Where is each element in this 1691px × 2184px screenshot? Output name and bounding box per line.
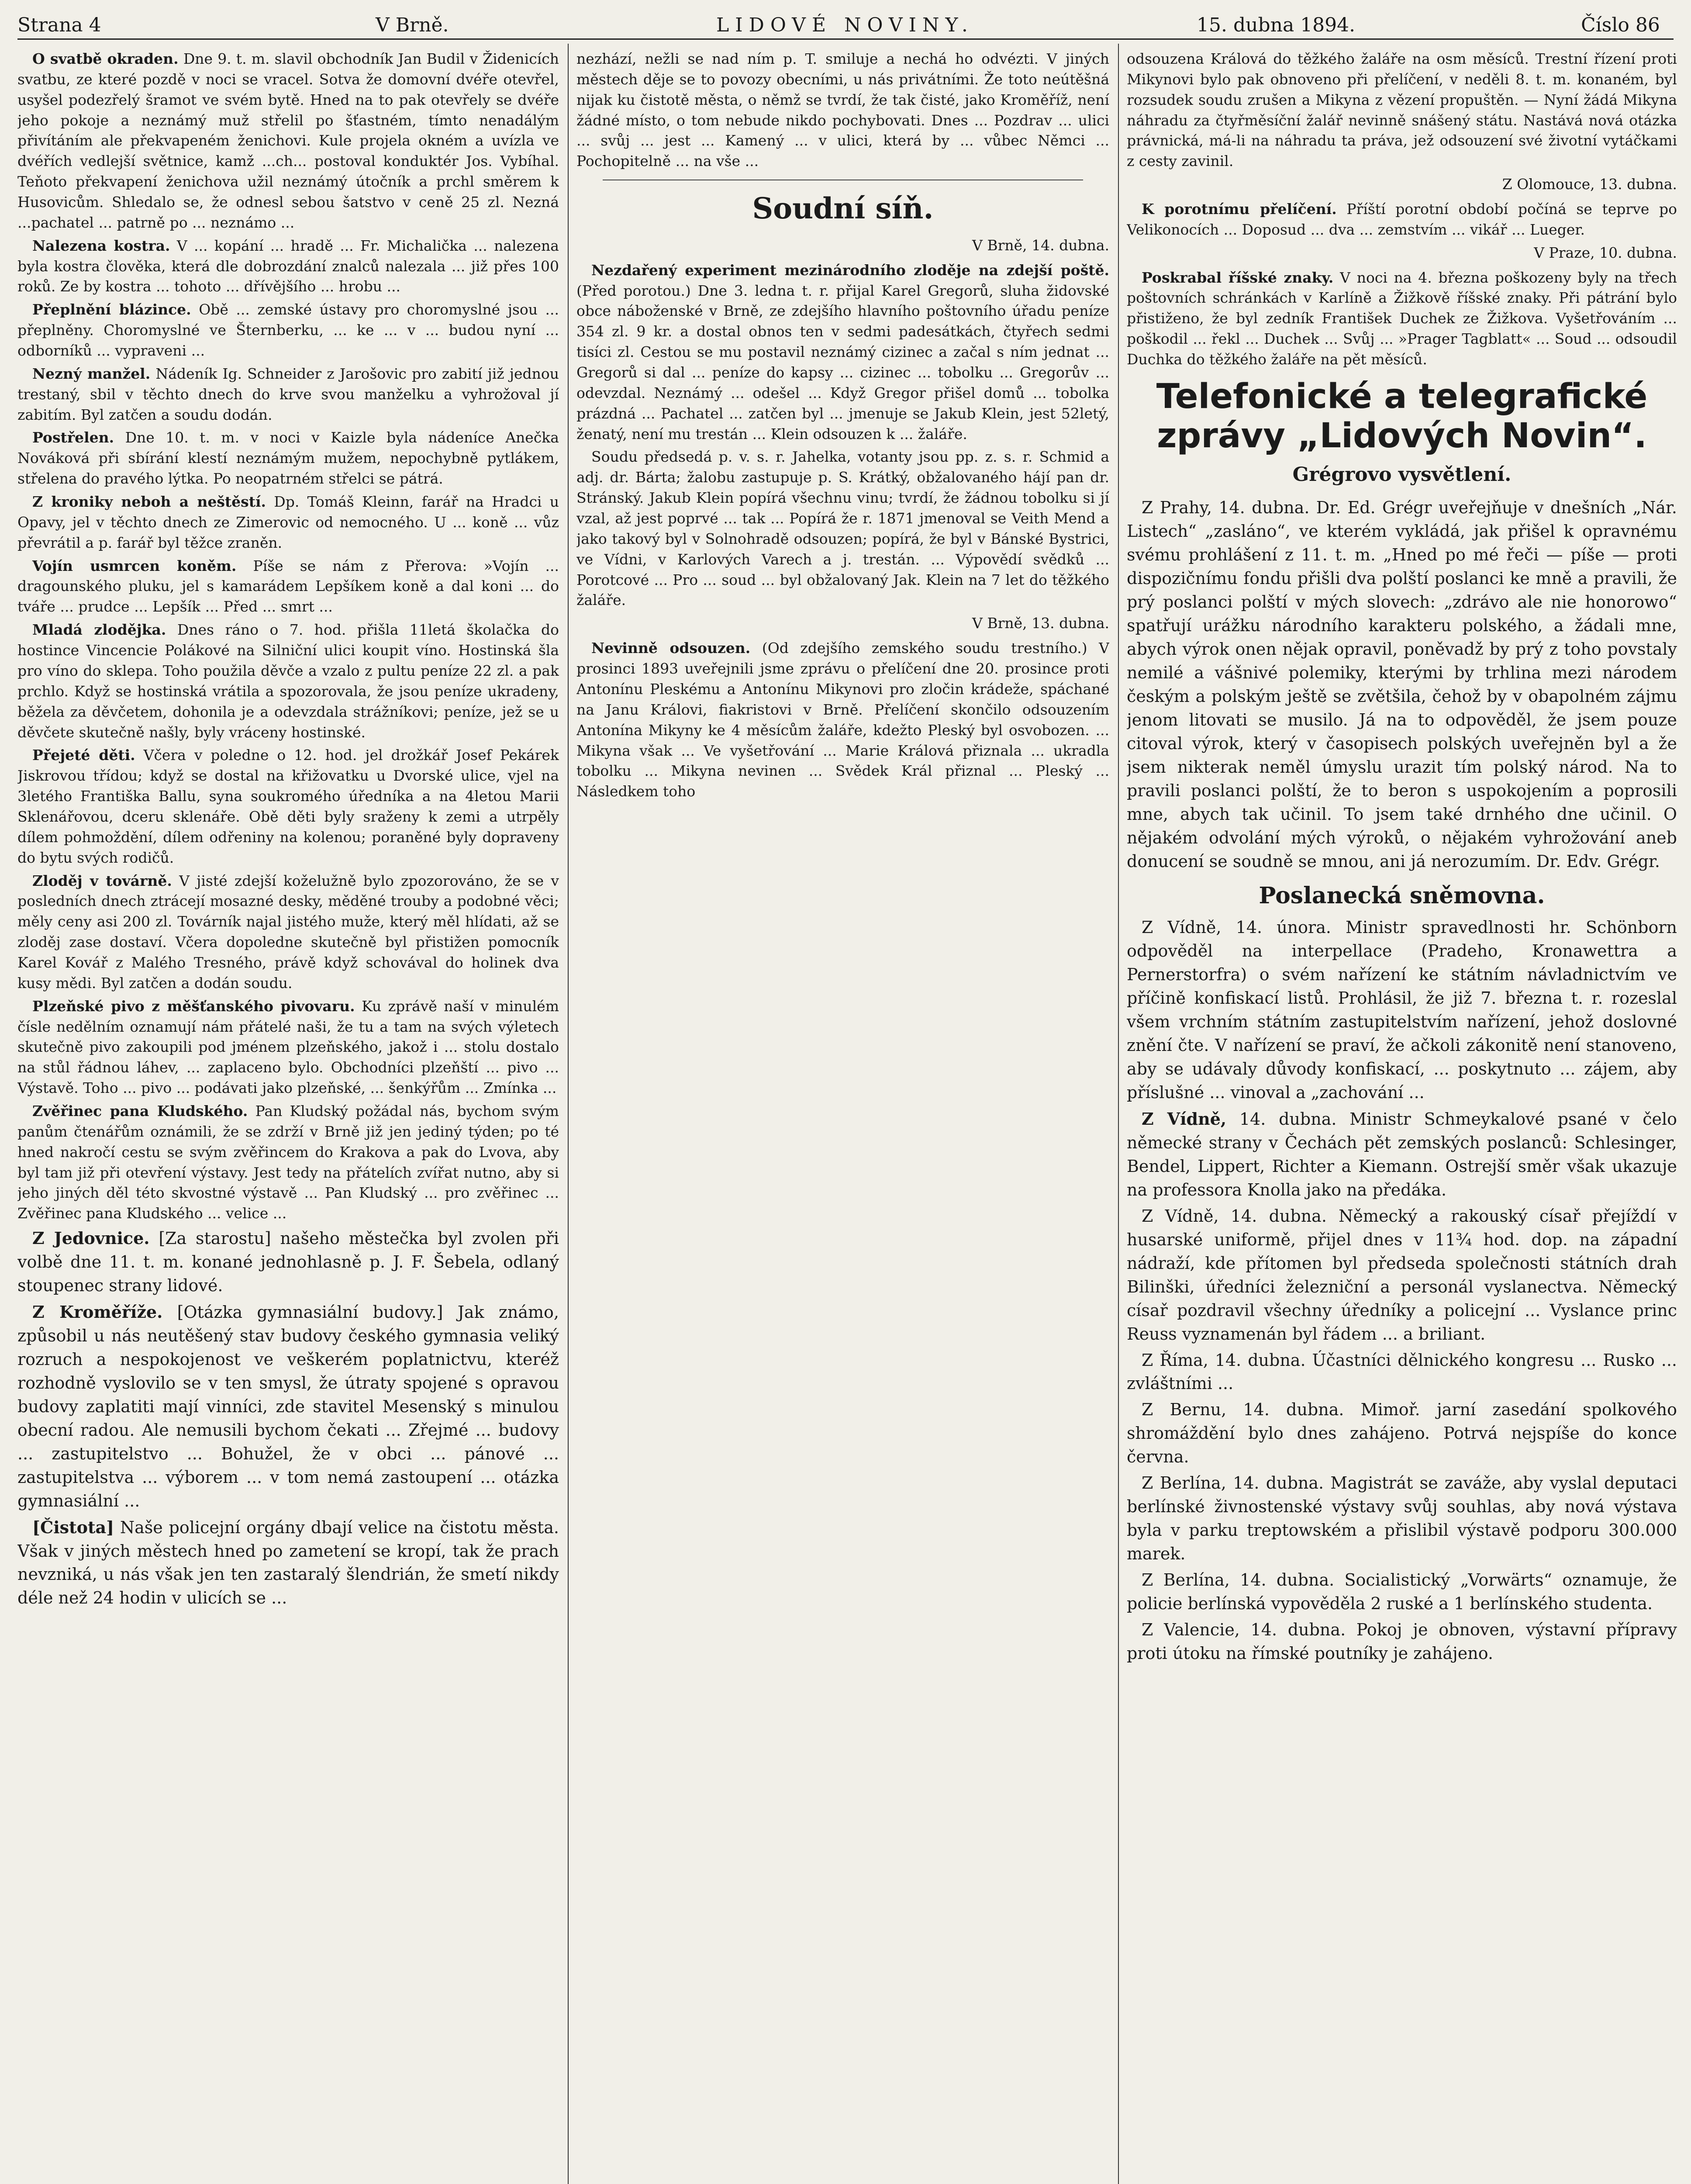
column-1 bbox=[17, 49, 559, 2184]
news-item bbox=[1127, 199, 1677, 240]
case-text: (Před porotou.) Dne 3. ledna t. r. přijal Karel Gregorů, sluha židovské obce náboženské v Brně, ze zdejšího hlavního poštovního úřadu peníze 354 zl. 9 kr. a dostal obnos ten v sedmi padesátkách, čtyřech sedmi tisíci zl. Cestou se mu postavil neznámý cizinec a začal s ním jednat ... Gregorů si dal ... peníze do kapsy ... cizinec ... tobolku ... Gregorův ... odevzdal. Neznámý ... odešel ... Když Gregor přišel domů ... tobolka prázdná ... Pachatel ... zatčen byl ... jmenuje se Jakub Klein, jest 52letý, ženatý, není mu trestán ... Klein odsouzen k ... žaláře. bbox=[576, 282, 1109, 442]
item-text: Pan Kludský požádal nás, bychom svým panům čtenářům oznámili, že se zdrží v Brně již jen jediný týden; po té hned nakročí cestu se svým zvěřincem do Krakova a pak do Lvova, aby byl tam již při otevření výstavy. Jest tedy na přátelích zvířat nutno, aby si jeho jiných děl této skvostné výstavě ... Pan Kludský ... pro zvěřinec ... Zvěřinec pana Kludského ... velice ... bbox=[17, 1102, 559, 1222]
news-item bbox=[17, 49, 559, 233]
dateline: V Brně, 13. dubna. bbox=[972, 615, 1109, 632]
court-case bbox=[576, 260, 1109, 445]
item-lead: Postřelen. bbox=[32, 429, 114, 446]
news-item bbox=[17, 1227, 559, 1298]
telegraph-item: Z Berlína, 14. dubna. Socialistický „Vorwärts“ oznamuje, že policie berlínská vypověděla 2 ruské a 1 berlínského studenta. bbox=[1127, 1570, 1677, 1614]
news-item bbox=[17, 492, 559, 553]
news-item bbox=[17, 236, 559, 297]
news-item bbox=[17, 300, 559, 361]
item-text: Naše policejní orgány dbají velice na čistotu města. Však v jiných městech hned po zametení se kropí, tak že prach nevzniká, u nás však jen ten zastaralý šlendrián, že smetí nikdy déle než 24 hodin v ulicích se ... bbox=[17, 1517, 559, 1608]
news-item bbox=[17, 745, 559, 868]
column-3 bbox=[1127, 49, 1677, 2184]
item-text: Ku zprávě naší v minulém čísle nedělním oznamují nám přátelé naši, že tu a tam na svých výletech skutečně pivo zakoupili pod jménem plzeňského, jakož i ... stolu dostalo na stůl řádnou láhev, ... zaplaceno bylo. Obchodníci plzeňští ... pivo ... Výstavě. Toho ... pivo ... podávati jako plzeňské, ... šenkýřům ... Zmínka ... bbox=[17, 997, 559, 1097]
item-lead: O svatbě okraden. bbox=[32, 50, 179, 67]
item-text: 14. dubna. Ministr Schmeykalové psané v čelo německé strany v Čechách pět zemských poslanců: Schlesinger, Bendel, Lippert, Richter a Kiemann. Ostrejší směr však ukazuje na professora Knolla jako na předáka. bbox=[1127, 1109, 1677, 1199]
item-lead: Zloděj v továrně. bbox=[32, 872, 172, 889]
item-text: V noci na 4. března poškozeny byly na třech poštovních schránkách v Karlíně a Žižkově říšské znaky. Při pátrání bylo přistiženo, že byl zedník František Duchek ze Žižkova. Vyšetřováním ... poškodil ... řekl ... Duchek ... Svůj ... »Prager Tagblatt« ... Soud ... odsoudil Duchka do těžkého žaláře na pět měsíců. bbox=[1127, 269, 1677, 368]
item-lead: K porotnímu přelíčení. bbox=[1142, 200, 1337, 218]
item-text: Dp. Tomáš Kleinn, farář na Hradci u Opavy, jel v těchto dnech ze Zimerovic od nemocného. U ... koně ... vůz převrátil a p. farář byl těžce zraněn. bbox=[17, 493, 559, 551]
dateline: V Praze, 10. dubna. bbox=[1534, 244, 1677, 261]
news-item bbox=[17, 428, 559, 489]
news-item bbox=[17, 1300, 559, 1513]
news-item bbox=[17, 364, 559, 425]
item-lead: Z Vídně, bbox=[1142, 1109, 1227, 1129]
telegraph-item: Z Říma, 14. dubna. Účastníci dělnického kongresu ... Rusko ... zvláštními ... bbox=[1127, 1350, 1677, 1393]
news-item bbox=[17, 996, 559, 1099]
place-label: V Brně. bbox=[376, 14, 449, 36]
issue-date: 15. dubna 1894. bbox=[1197, 14, 1356, 36]
section-title-court: Soudní síň. bbox=[752, 191, 934, 226]
continued-text: nezhází, nežli se nad ním p. T. smiluje a nechá ho odvézti. V jiných městech děje se to povozy obecními, u nás privátními. Že toto neútěšná nijak ku čistotě města, o němž se tvrdí, že tak čisté, jako Kroměříž, není žádné místo, o tom nebude nikdo pochybovati. Dnes ... Pozdrav ... ulici ... svůj ... jest ... Kamený ... v ulici, která by ... vůbec Němci ... Pochopitelně ... na vše ... bbox=[576, 50, 1109, 170]
column-rule bbox=[568, 44, 569, 2184]
telegraph-item: Z Berlína, 14. dubna. Magistrát se zaváže, aby vyslal deputaci berlínské živnostenské výstavy svůj souhlas, aby nová výstava byla v parku treptowském a přislibil výstavě podporu 300.000 marek. bbox=[1127, 1473, 1677, 1564]
item-text: Nádeník Ig. Schneider z Jarošovic pro zabití již jednou trestaný, sbil v těchto dnech do krve svou manželku a vyhrožoval jí zabitím. Byl zatčen a soudu dodán. bbox=[17, 365, 559, 423]
telegraph-item: Z Valencie, 14. dubna. Pokoj je obnoven, výstavní přípravy proti útoku na římské poutníky je zahájeno. bbox=[1127, 1620, 1677, 1663]
telegraph-item bbox=[1127, 1107, 1677, 1202]
item-text: Dne 10. t. m. v noci v Kaizle byla nádeníce Anečka Nováková při sbírání klestí neznámým mužem, nepochybně pytlákem, střelena do pravého lýtka. Po neopatrném střelci se pátrá. bbox=[17, 429, 559, 487]
news-item bbox=[17, 1101, 559, 1224]
case-lead: Nezdařený experiment mezinárodního zloděje na zdejší poště. bbox=[591, 261, 1109, 279]
parliament-item: Z Vídně, 14. února. Ministr spravedlnosti hr. Schönborn odpověděl na interpellace (Pradeho, Kronawettra a Pernerstorfra) o svém nařízení ke státním návladnictvím ve příčině konfiskací listů. Prohlásil, že již 7. března t. r. rozeslal všem vrchním státním zastupitelstvím nařízení, jehož doslovné znění čte. V nařízení se praví, že ačkoli zákonitě není stanoveno, aby se udávaly důvody konfiskací, ... poskytnuto ... zájem, aby příslušné ... vinoval a „zachování ... bbox=[1127, 918, 1677, 1102]
item-text: Včera v poledne o 12. hod. jel drožkář Josef Pekárek Jiskrovou třídou; když se dostal na křižovatku u Dvorské ulice, vjel na 3letého Františka Ballu, syna soukromého úředníka a na 4letou Marii Sklenářovou, dceru sklenáře. Obě děti byly sraženy k zemi a utrpěly dílem pohmoždění, dílem odřeniny na kolenou; poraněné byly dopraveny do bytu svých rodičů. bbox=[17, 746, 559, 866]
case-lead: Nevinně odsouzen. bbox=[591, 639, 751, 657]
newspaper-title: LIDOVÉ NOVINY. bbox=[716, 14, 974, 36]
news-item bbox=[17, 620, 559, 743]
telegraph-item: Z Bernu, 14. dubna. Mimoř. jarní zasedání spolkového shromáždění bylo dnes zahájeno. Potrvá nejspíše do konce června. bbox=[1127, 1400, 1677, 1467]
case-text: (Od zdejšího zemského soudu trestního.) V prosinci 1893 uveřejnili jsme zprávu o přelíčení dne 20. prosince proti Antonínu Pleskému a Antonínu Mikynovi pro zločin krádeže, spáchané na Janu Královi, fiakristovi v Brně. Přelíčení skončilo odsouzením Antonína Mikyny ke 4 měsícům žaláře, kdežto Pleský byl osvobozen. ... Mikyna však ... Ve vyšetřování ... Marie Králová přiznala ... ukradla tobolku ... Mikyna nevinen ... Svědek Král přiznal ... Pleský ... Následkem toho bbox=[576, 639, 1109, 800]
item-lead: Z kroniky neboh a neštěstí. bbox=[32, 493, 266, 511]
page-header bbox=[17, 10, 1674, 40]
item-lead: Přejeté děti. bbox=[32, 746, 135, 764]
court-case-continued: Soudu předsedá p. v. s. r. Jahelka, votanty jsou pp. z. s. r. Schmid a adj. dr. Bárta; žalobu zastupuje p. S. Krátký, obžalovaného hájí pan dr. Stránský. Jakub Klein popírá všechnu vinu; tvrdí, že žádnou tobolku si jí vzal, až jest poprvé ... tak ... Popírá že r. 1871 jmenoval se Veith Mend a jako takový byl v Solnohradě odsouzen; popírá, že byl v Bánské Bystrici, ve Vídni, v Karlových Varech a j. trestán. ... Výpovědí svědků ... Porotcové ... Pro ... soud ... byl obžalovaný Jak. Klein na 7 let do těžkého žaláře. bbox=[576, 448, 1109, 609]
telegraph-item: Z Prahy, 14. dubna. Dr. Ed. Grégr uveřejňuje v dnešních „Nár. Listech“ „zasláno“, ve kterém vykládá, jak přišel k opravnému svému prohlášení z 11. t. m. „Hned po mé řeči — píše — proti dispozičnímu fondu přišli dva polští poslanci ke mně a pravili, že prý poslanci polští v mých slovech: „zdrávo ale nie honorowo“ spatřují urážku národního karakteru polského, a žádali mne, abych výrok onen nějak opravil, poněvadž by prý z toho povstaly nemilé a vášnivé polemiky, kterými by trhlina mezi národem českým a polským ještě se zvětšila, čehož by v obapolném zájmu jenom litovati se musilo. Já na to odpověděl, že jsem pouze citoval výrok, který v časopisech polských uveřejněn byl a že jsem nikterak neměl úmyslu urazit tím polský národ. Na to pravili poslanci polští, že to beron s uspokojením a poprosili mne, abych tak učinil. To jsem také drnhého dne učinil. O nějakém odvolání mých výroků, o nějakém vyhrožování aneb donucení se soudně se mnou, ani já nerozumím. Dr. Edv. Grégr. bbox=[1127, 498, 1677, 871]
item-lead: Z Kroměříže. bbox=[32, 1302, 163, 1322]
news-item bbox=[17, 1516, 559, 1610]
item-lead: Nalezena kostra. bbox=[32, 237, 170, 254]
news-item bbox=[17, 556, 559, 618]
dateline: V Brně, 14. dubna. bbox=[972, 236, 1109, 254]
telegraph-subtitle: Grégrovo vysvětlení. bbox=[1292, 463, 1512, 486]
item-lead: Poskrabal říšské znaky. bbox=[1142, 269, 1334, 286]
item-text: Píše se nám z Přerova: »Vojín ... dragounského pluku, jel s kamarádem Lepšíkem koně a dal koni ... do tváře ... prudce ... Lepšík ... Před ... smrt ... bbox=[17, 557, 559, 615]
item-text: Dne 9. t. m. slavil obchodník Jan Budil v Židenicích svatbu, ze které pozdě v noci se vracel. Sotva že domovní dvéře otevřel, usyšel podezřelý šramot ve svém bytě. Hned na to pak otevřely se dvéře jeho pokoje a neznámý muž střelil po šťastném, tímto nenadálým přivítáním ale překvapeném ženichovi. Kule projela okném a uvízla ve dvéřích vedlejší světnice, kamž ...ch... postoval konduktér Jos. Vybíhal. Teňoto překvapení ženichova užil neznámý útočník a prchl směrem k Husovicům. Shledalo se, že odnesl sebou šatstvo v ceně 25 zl. Nezná ...pachatel ... patrně po ... neznámo ... bbox=[17, 50, 559, 231]
continued-text: odsouzena Králová do těžkého žaláře na osm měsíců. Trestní řízení proti Mikynovi bylo pak obnoveno při přelíčení, v neděli 8. t. m. konaném, byl rozsudek soudu zrušen a Mikyna z vězení propuštěn. — Nyní žádá Mikyna náhradu za čtyřměsíční žalář nevinně snášený státu. Nastává nová otázka právnická, má-li na náhradu ta práva, jež odsouzení své životní vytáčkami z cesty zavinil. bbox=[1127, 50, 1677, 170]
news-item bbox=[17, 871, 559, 994]
item-lead: Mladá zlodějka. bbox=[32, 621, 166, 639]
issue-number: Číslo 86 bbox=[1581, 14, 1660, 36]
court-case bbox=[576, 638, 1109, 802]
item-text: V jisté zdejší koželužně bylo zpozorováno, že se v posledních dnech ztrácejí mosazné desky, měděné trouby a podobné věci; měly ceny asi 200 zl. Továrník najal jistého muže, který měl hlídati, až se zloděj zase dostaví. Včera dopoledne skutečně byl přistižen pomocník Karel Kovář z Malého Tresného, právě když schovával do holinek dva kusy mědi. Byl zatčen a dodán soudu. bbox=[17, 872, 559, 992]
item-lead: Vojín usmrcen koněm. bbox=[32, 557, 237, 574]
page-number: Strana 4 bbox=[17, 14, 101, 36]
item-lead: Nezný manžel. bbox=[32, 365, 151, 382]
telegraph-section-title: Telefonické a telegrafické zprávy „Lidových Novin“. bbox=[1156, 377, 1648, 456]
item-lead: Zvěřinec pana Kludského. bbox=[32, 1102, 248, 1120]
dateline: Z Olomouce, 13. dubna. bbox=[1502, 176, 1677, 193]
item-text: V ... kopání ... hradě ... Fr. Michalička ... nalezena byla kostra člověka, která dle dobrozdání znalců nalezala ... již přes 100 roků. Ze by kostra ... tohoto ... dřívějšího ... hrobu ... bbox=[17, 237, 559, 295]
item-text: Příští porotní období počíná se teprve po Velikonocích ... Doposud ... dva ... zemstvím ... vikář ... Lueger. bbox=[1127, 200, 1677, 238]
news-item bbox=[1127, 268, 1677, 370]
item-lead: Přeplnění blázince. bbox=[32, 301, 191, 318]
item-lead: Z Jedovnice. bbox=[32, 1228, 150, 1248]
column-2 bbox=[576, 49, 1109, 2184]
column-rule bbox=[1118, 44, 1119, 2184]
parliament-title: Poslanecká sněmovna. bbox=[1259, 882, 1545, 909]
telegraph-item: Z Vídně, 14. dubna. Německý a rakouský císař přejíždí v husarské uniformě, přijel dnes v 11¾ hod. dop. na západní nádraží, kde přítomen byl předseda společnosti státních drah Bilinški, úředníci železniční a personál vyslanectva. Německý císař pozdravil všechny úředníky a policejní ... Vyslance princ Reuss vyznamenán byl řádem ... a briliant. bbox=[1127, 1206, 1677, 1344]
item-lead: Plzeňské pivo z měšťanského pivovaru. bbox=[32, 997, 355, 1015]
item-text: Obě ... zemské ústavy pro choromyslné jsou ... přeplněny. Choromyslné ve Šternberku, ... ke ... v ... budou nyní ... odborníků ... vypraveni ... bbox=[17, 301, 559, 359]
item-text: [Za starostu] našeho městečka byl zvolen při volbě dne 11. t. m. konané jednohlasně p. J. F. Šebela, odlaný stoupenec strany lidové. bbox=[17, 1229, 559, 1296]
item-text: Dnes ráno o 7. hod. přišla 11letá školačka do hostince Vincencie Polákové na Silniční ulici koupit víno. Hostinská šla pro víno do sklepa. Toho použila děvče a vzalo z pultu peníze 22 zl. a pak prchlo. Když se hostinská vrátila a spozorovala, že jsou peníze ukradeny, běžela za děvčetem, dohonila je a odevzdala strážníkovi; peníze, jež se u děvčete skutečně našly, byly vráceny hostinské. bbox=[17, 621, 559, 741]
item-lead: [Čistota] bbox=[32, 1517, 114, 1537]
item-text: [Otázka gymnasiální budovy.] Jak známo, způsobil u nás neutěšený stav budovy českého gymnasia veliký rozruch a nespokojenost ve veškerém poplatnictvu, kteréž rozhodně vyslovilo se v ten smysl, že útraty spojené s opravou budovy zaplatiti mají vinníci, zde stavitel Mesenský s minulou obecní radou. Ale nemusili bychom čekati ... Zřejmé ... budovy ... zastupitelstvo ... Bohužel, že v obci ... pánové ... zastupitelstva ... výborem ... v tom nemá zastoupení ... otázka gymnasiální ... bbox=[17, 1302, 559, 1510]
